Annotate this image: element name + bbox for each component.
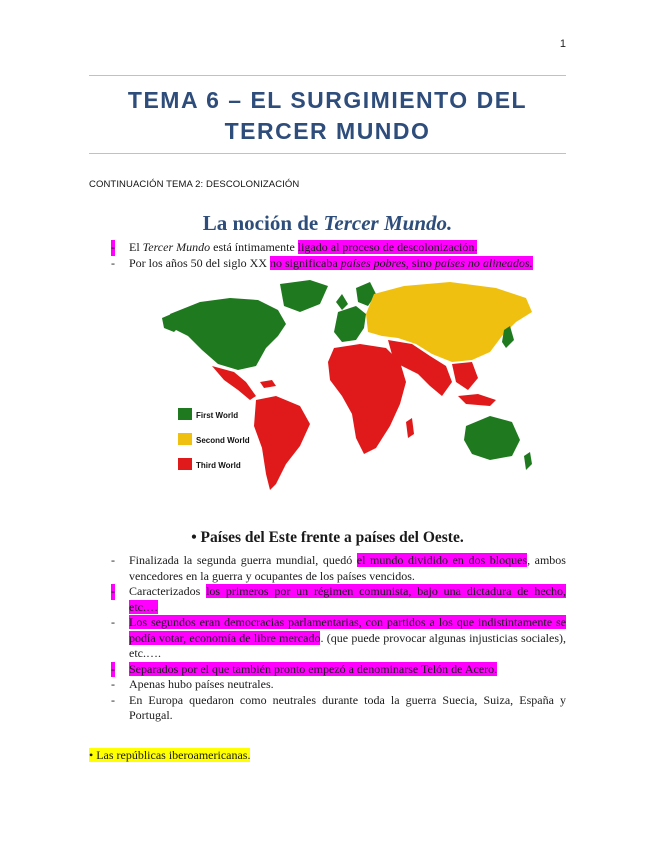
list-item: - Apenas hubo países neutrales.: [111, 677, 274, 691]
greenland-shape: [280, 280, 328, 312]
list-item: - En Europa quedaron como neutrales durante toda la guerra Suecia, Suiza, España y Portugal.: [111, 692, 566, 722]
section-heading: [89, 211, 566, 236]
madagascar-shape: [406, 418, 414, 438]
map-legend: [178, 408, 250, 470]
bottom-bullet: [89, 748, 250, 763]
legend-label-first-world: First World: [196, 411, 239, 420]
dash-marker: -: [111, 692, 115, 707]
dash-marker: -: [111, 661, 115, 676]
highlight: Los segundos eran democracias parlamentarias, con partidos a los que indistintamente se podía votar, economía de libre mercado: [129, 615, 566, 645]
page-number: 1: [559, 38, 566, 50]
dash-marker: -: [111, 240, 115, 254]
section-heading-prefix: La noción de: [202, 211, 324, 235]
legend-swatch-second-world: [178, 433, 192, 445]
list-item: - Los segundos eran democracias parlamentarias, con partidos a los que indistintamente se podía votar, economía de libre mercado. (que puede provocar algunas injusticias sociales), etc.….: [111, 615, 567, 660]
dash-marker: -: [111, 584, 115, 598]
australia-shape: [464, 416, 520, 460]
title-line-2: TERCER MUNDO: [224, 118, 431, 144]
world-map: [160, 278, 535, 498]
legend-swatch-third-world: [178, 458, 192, 470]
western-europe-shape: [334, 306, 366, 342]
dash-marker: -: [111, 615, 115, 629]
title-rule-bottom: [89, 153, 566, 154]
title-rule-top: [89, 75, 566, 76]
section-heading-italic: Tercer Mundo.: [323, 211, 453, 235]
document-title: [89, 85, 566, 147]
north-america-shape: [170, 298, 286, 370]
dash-marker: -: [111, 553, 115, 567]
legend-label-second-world: Second World: [196, 436, 250, 445]
new-zealand-shape: [524, 452, 532, 470]
highlight: los primeros por un régimen comunista, bajo una dictadura de hecho, etc.…: [129, 584, 566, 614]
central-america-shape: [212, 366, 256, 400]
east-west-list: [89, 553, 566, 724]
highlight-yellow: • Las repúblicas iberoamericanas.: [89, 748, 251, 762]
dash-marker: -: [111, 677, 115, 691]
list-item: - El Tercer Mundo está íntimamente ligado al proceso de descolonización.: [111, 240, 478, 254]
legend-swatch-first-world: [178, 408, 192, 420]
highlight: el mundo dividido en dos bloques: [356, 553, 528, 567]
list-item: [89, 662, 566, 678]
sub-heading: • Países del Este frente a países del Oeste.: [191, 529, 464, 546]
list-item: - Por los años 50 del siglo XX no significaba países pobres, sino países no alineados.: [111, 255, 533, 270]
dash-marker: -: [111, 255, 115, 270]
list-item: - Caracterizados los primeros por un régimen comunista, bajo una dictadura de hecho, etc.…: [111, 584, 566, 614]
continuation-label: CONTINUACIÓN TEMA 2: DESCOLONIZACIÓN: [89, 179, 300, 190]
legend-label-third-world: Third World: [196, 461, 241, 470]
title-line-1: TEMA 6 – EL SURGIMIENTO DEL: [127, 87, 528, 113]
intro-list: [89, 240, 566, 271]
highlight: no significaba países pobres, sino países no alineados.: [270, 255, 533, 270]
southeast-asia-shape: [452, 362, 478, 390]
indonesia-shape: [458, 394, 496, 406]
highlight: ligado al proceso de descolonización.: [297, 240, 478, 254]
south-america-shape: [254, 396, 310, 490]
caribbean-shape: [260, 380, 276, 388]
list-item: - Finalizada la segunda guerra mundial, quedó el mundo dividido en dos bloques, ambos vencedores en la guerra y ocupantes de los países vencidos.: [111, 553, 566, 583]
highlight: Separados por el que también pronto empezó a denominarse Telón de Acero.: [129, 661, 498, 676]
